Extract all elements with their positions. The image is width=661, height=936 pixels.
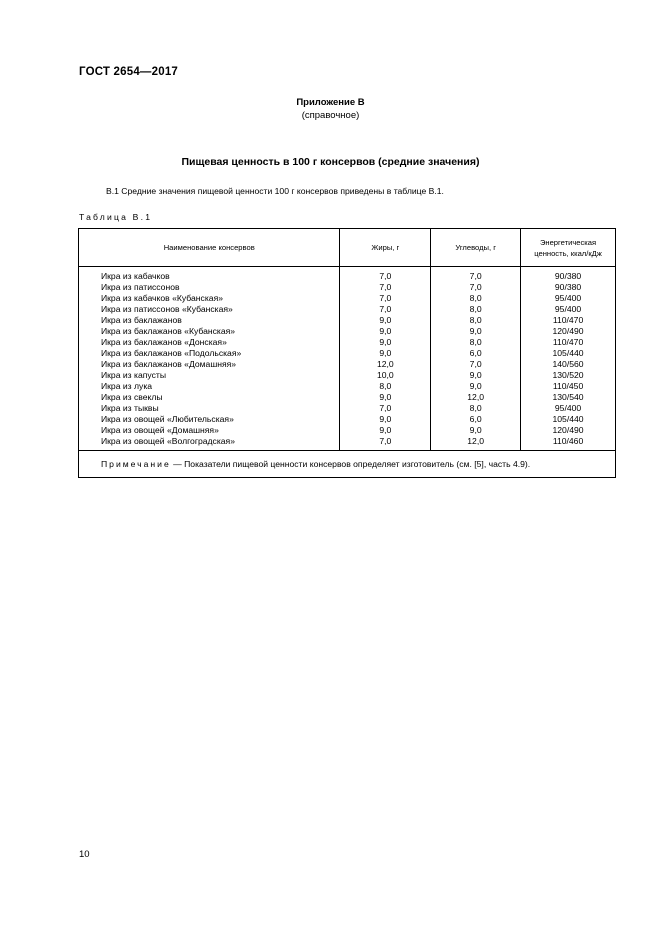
energy-cell: 140/560 xyxy=(521,359,616,370)
product-name-cell: Икра из кабачков xyxy=(79,267,340,283)
product-name-cell: Икра из баклажанов «Донская» xyxy=(79,337,340,348)
energy-cell: 95/400 xyxy=(521,403,616,414)
table-row xyxy=(79,315,616,326)
product-name-cell: Икра из баклажанов «Домашняя» xyxy=(79,359,340,370)
table-row xyxy=(79,392,616,403)
document-id: ГОСТ 2654—2017 xyxy=(79,66,179,78)
fat-cell: 7,0 xyxy=(340,304,431,315)
table-header-row xyxy=(79,229,616,267)
column-header-carbs: Углеводы, г xyxy=(431,229,521,267)
fat-cell: 9,0 xyxy=(340,337,431,348)
energy-cell: 110/450 xyxy=(521,381,616,392)
fat-cell: 9,0 xyxy=(340,326,431,337)
note-text: — Показатели пищевой ценности консервов определяет изготовитель (см. [5], часть 4.9). xyxy=(170,458,531,469)
energy-cell: 90/380 xyxy=(521,282,616,293)
table-note-row xyxy=(79,451,616,478)
product-name-cell: Икра из лука xyxy=(79,381,340,392)
table-row xyxy=(79,348,616,359)
fat-cell: 7,0 xyxy=(340,282,431,293)
product-name-cell: Икра из капусты xyxy=(79,370,340,381)
carbs-cell: 6,0 xyxy=(431,348,521,359)
carbs-cell: 7,0 xyxy=(431,359,521,370)
carbs-cell: 7,0 xyxy=(431,282,521,293)
product-name-cell: Икра из баклажанов «Подольская» xyxy=(79,348,340,359)
energy-cell: 95/400 xyxy=(521,293,616,304)
fat-cell: 9,0 xyxy=(340,315,431,326)
product-name-cell: Икра из патиссонов xyxy=(79,282,340,293)
energy-cell: 95/400 xyxy=(521,304,616,315)
product-name-cell: Икра из овощей «Домашняя» xyxy=(79,425,340,436)
product-name-cell: Икра из овощей «Волгоградская» xyxy=(79,436,340,451)
column-header-fat: Жиры, г xyxy=(340,229,431,267)
carbs-cell: 8,0 xyxy=(431,315,521,326)
energy-cell: 90/380 xyxy=(521,267,616,283)
energy-cell: 130/540 xyxy=(521,392,616,403)
carbs-cell: 8,0 xyxy=(431,293,521,304)
fat-cell: 7,0 xyxy=(340,293,431,304)
appendix-title: Приложение В xyxy=(296,97,365,108)
fat-cell: 10,0 xyxy=(340,370,431,381)
energy-cell: 120/490 xyxy=(521,326,616,337)
table-row xyxy=(79,414,616,425)
fat-cell: 7,0 xyxy=(340,403,431,414)
fat-cell: 9,0 xyxy=(340,425,431,436)
intro-paragraph: В.1 Средние значения пищевой ценности 100 г консервов приведены в таблице В.1. xyxy=(106,186,444,196)
page-title: Пищевая ценность в 100 г консервов (средние значения) xyxy=(181,156,480,168)
carbs-cell: 8,0 xyxy=(431,403,521,414)
carbs-cell: 8,0 xyxy=(431,304,521,315)
appendix-heading xyxy=(0,96,661,122)
table-row xyxy=(79,282,616,293)
fat-cell: 8,0 xyxy=(340,381,431,392)
carbs-cell: 12,0 xyxy=(431,392,521,403)
page-number: 10 xyxy=(79,849,90,860)
table-row xyxy=(79,381,616,392)
carbs-cell: 9,0 xyxy=(431,425,521,436)
carbs-cell: 7,0 xyxy=(431,267,521,283)
table-row xyxy=(79,337,616,348)
carbs-cell: 6,0 xyxy=(431,414,521,425)
fat-cell: 9,0 xyxy=(340,392,431,403)
carbs-cell: 9,0 xyxy=(431,370,521,381)
table-row xyxy=(79,425,616,436)
appendix-subtitle: (справочное) xyxy=(301,110,360,121)
fat-cell: 9,0 xyxy=(340,414,431,425)
table-row xyxy=(79,267,616,283)
fat-cell: 7,0 xyxy=(340,267,431,283)
product-name-cell: Икра из овощей «Любительская» xyxy=(79,414,340,425)
fat-cell: 7,0 xyxy=(340,436,431,451)
column-header-energy: Энергетическая ценность, ккал/кДж xyxy=(521,229,616,267)
product-name-cell: Икра из баклажанов «Кубанская» xyxy=(79,326,340,337)
fat-cell: 12,0 xyxy=(340,359,431,370)
energy-cell: 120/490 xyxy=(521,425,616,436)
product-name-cell: Икра из баклажанов xyxy=(79,315,340,326)
nutrition-table xyxy=(78,228,616,478)
carbs-cell: 9,0 xyxy=(431,381,521,392)
table-row xyxy=(79,359,616,370)
carbs-cell: 12,0 xyxy=(431,436,521,451)
table-row xyxy=(79,326,616,337)
carbs-cell: 9,0 xyxy=(431,326,521,337)
product-name-cell: Икра из тыквы xyxy=(79,403,340,414)
table-row xyxy=(79,370,616,381)
energy-cell: 105/440 xyxy=(521,414,616,425)
energy-cell: 110/460 xyxy=(521,436,616,451)
carbs-cell: 8,0 xyxy=(431,337,521,348)
energy-cell: 105/440 xyxy=(521,348,616,359)
energy-cell: 110/470 xyxy=(521,337,616,348)
table-row xyxy=(79,403,616,414)
column-header-name: Наименование консервов xyxy=(79,229,340,267)
table-caption: Таблица В.1 xyxy=(79,212,153,222)
product-name-cell: Икра из свеклы xyxy=(79,392,340,403)
fat-cell: 9,0 xyxy=(340,348,431,359)
table-row xyxy=(79,293,616,304)
energy-cell: 130/520 xyxy=(521,370,616,381)
table-body xyxy=(79,267,616,451)
energy-cell: 110/470 xyxy=(521,315,616,326)
table-note xyxy=(79,451,616,478)
table-row xyxy=(79,436,616,451)
product-name-cell: Икра из патиссонов «Кубанская» xyxy=(79,304,340,315)
note-label: Примечание xyxy=(101,458,171,469)
product-name-cell: Икра из кабачков «Кубанская» xyxy=(79,293,340,304)
table-row xyxy=(79,304,616,315)
